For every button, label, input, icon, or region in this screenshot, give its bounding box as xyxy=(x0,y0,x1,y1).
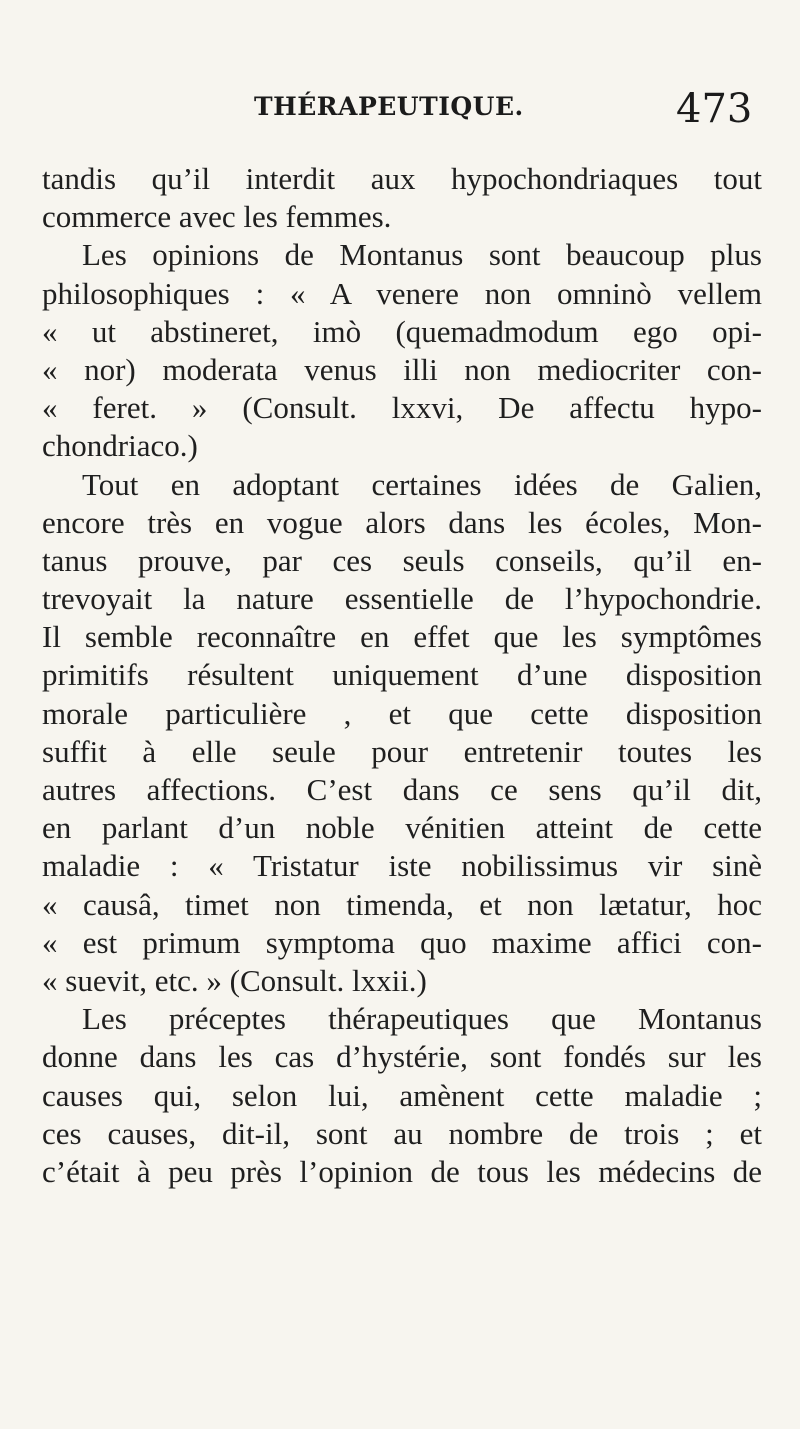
text-line: Les opinions de Montanus sont beaucoup plus xyxy=(82,237,762,273)
page-number: 473 xyxy=(676,86,753,132)
running-title: THÉRAPEUTIQUE. xyxy=(254,92,524,121)
text-line: encore très en vogue alors dans les écoles, Mon- xyxy=(42,504,762,540)
text-line: causes qui, selon lui, amènent cette maladie ; xyxy=(42,1077,762,1113)
text-line: ces causes, dit-il, sont au nombre de trois ; et xyxy=(42,1115,762,1151)
text-line: autres affections. C’est dans ce sens qu’il dit, xyxy=(42,772,762,807)
page-header xyxy=(0,86,800,136)
text-line: « feret. » (Consult. lxxvi, De affectu hypo- xyxy=(42,390,762,426)
text-line: « est primum symptoma quo maxime affici con- xyxy=(42,924,762,960)
text-line: tandis qu’il interdit aux hypochondriaques tout xyxy=(42,161,762,196)
body-text xyxy=(42,160,762,1191)
text-line: Tout en adoptant certaines idées de Galien, xyxy=(82,466,762,502)
text-line: primitifs résultent uniquement d’une disposition xyxy=(42,657,762,693)
text-line: maladie : « Tristatur iste nobilissimus vir sinè xyxy=(42,848,762,884)
text-line: « nor) moderata venus illi non mediocriter con- xyxy=(42,351,762,387)
text-line: tanus prouve, par ces seuls conseils, qu’il en- xyxy=(42,542,762,578)
text-line: chondriaco.) xyxy=(42,428,198,464)
text-line: philosophiques : « A venere non omninò vellem xyxy=(42,275,762,311)
text-line: « causâ, timet non timenda, et non lætatur, hoc xyxy=(42,886,762,922)
text-line: Il semble reconnaître en effet que les symptômes xyxy=(42,619,762,655)
text-line: donne dans les cas d’hystérie, sont fondés sur les xyxy=(42,1039,762,1075)
text-line: trevoyait la nature essentielle de l’hypochondrie. xyxy=(42,581,762,617)
text-line: suffit à elle seule pour entretenir toutes les xyxy=(42,733,762,769)
text-line: « suevit, etc. » (Consult. lxxii.) xyxy=(42,962,427,998)
text-line: morale particulière , et que cette disposition xyxy=(42,695,762,731)
text-line: en parlant d’un noble vénitien atteint de cette xyxy=(42,810,762,846)
text-line: « ut abstineret, imò (quemadmodum ego opi- xyxy=(42,313,762,349)
text-line: commerce avec les femmes. xyxy=(42,199,392,235)
text-line: c’était à peu près l’opinion de tous les médecins de xyxy=(42,1153,762,1189)
text-line: Les préceptes thérapeutiques que Montanus xyxy=(82,1001,762,1037)
